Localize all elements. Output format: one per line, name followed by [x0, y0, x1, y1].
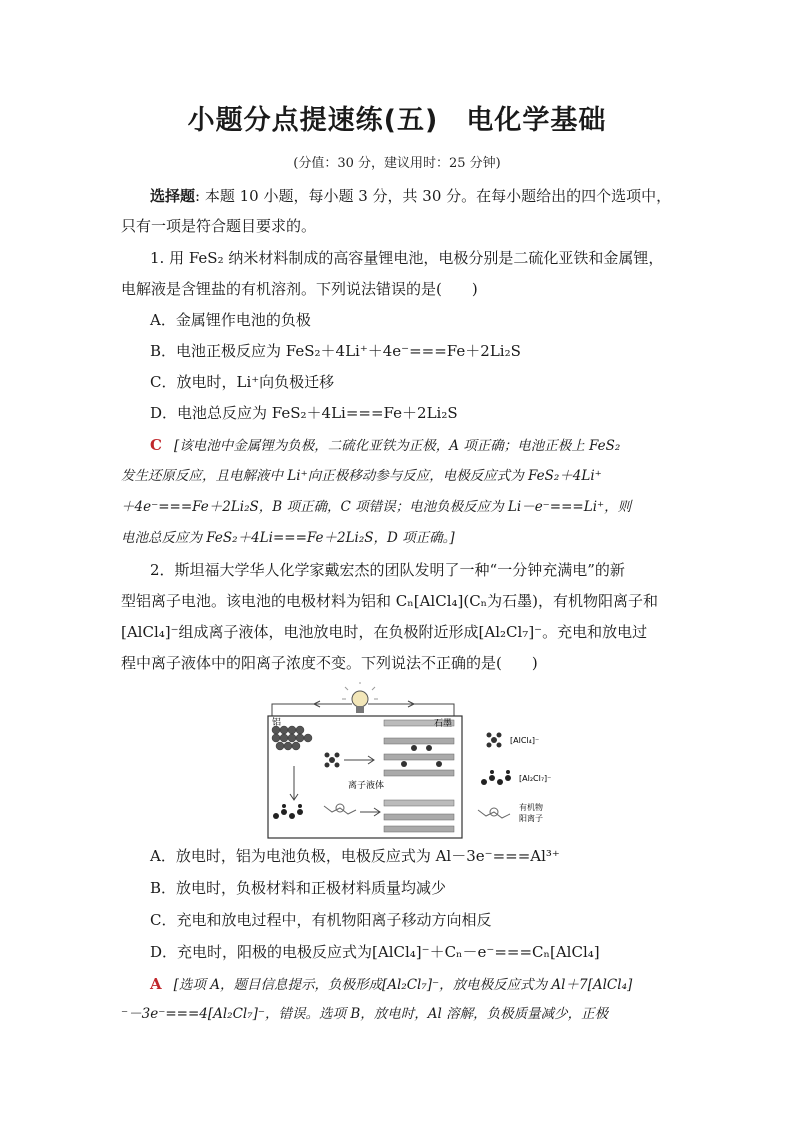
intro-text-1: : 本题 10 小题，每小题 3 分，共 30 分。在每小题给出的四个选项中，	[195, 187, 672, 205]
legend-alcl4: [AlCl₄]⁻	[510, 736, 540, 745]
intro-label: 选择题	[150, 187, 196, 205]
wire-left	[272, 704, 352, 716]
battery-diagram	[264, 682, 564, 840]
q1-answer-line-1	[150, 435, 710, 456]
q2-answer-line-2: ⁻－3e⁻===4[Al₂Cl₇]⁻，错误。选项 B，放电时，Al 溶解，负极质量减少，正极	[121, 1006, 609, 1022]
q1-answer-line-2: 发生还原反应，且电解液中 Li⁺向正极移动参与反应，电极反应式为 FeS₂＋4Li⁺	[121, 468, 602, 484]
q1-option-c: C．放电时，Li⁺向负极迁移	[150, 373, 335, 391]
lightbulb-icon	[342, 682, 378, 713]
label-aluminum: 铝	[272, 718, 282, 728]
label-ionic-liquid: 离子液体	[348, 781, 385, 791]
q1-option-d: D．电池总反应为 FeS₂＋4Li===Fe＋2Li₂S	[150, 404, 458, 422]
q1-answer-line-3: ＋4e⁻===Fe＋2Li₂S，B 项正确，C 项错误；电池负极反应为 Li－e⁻===Li⁺，则	[121, 499, 632, 515]
intro-line-2: 只有一项是符合题目要求的。	[121, 217, 317, 235]
legend-cation-1: 有机物	[519, 803, 543, 812]
q2-stem-line-2: 型铝离子电池。该电池的电极材料为铝和 Cₙ[AlCl₄](Cₙ为石墨)，有机物阳离子和	[121, 592, 659, 610]
q2-option-c: C．充电和放电过程中，有机物阳离子移动方向相反	[150, 911, 492, 929]
q1-stem-line-1: 1. 用 FeS₂ 纳米材料制成的高容量锂电池，电极分别是二硫化亚铁和金属锂，	[150, 249, 664, 267]
q2-answer-text-1: [选项 A，题目信息提示，负极形成[Al₂Cl₇]⁻，放电极反应式为 Al＋7[AlCl₄]	[173, 977, 633, 993]
q1-stem-line-2: 电解液是含锂盐的有机溶剂。下列说法错误的是( )	[121, 280, 478, 298]
q1-answer-letter: C	[150, 436, 162, 454]
page-subtitle: (分值：30 分，建议用时：25 分钟)	[293, 156, 501, 171]
q1-answer-line-4: 电池总反应为 FeS₂＋4Li===Fe＋2Li₂S，D 项正确。]	[121, 530, 455, 546]
q1-option-b: B．电池正极反应为 FeS₂＋4Li⁺＋4e⁻===Fe＋2Li₂S	[150, 342, 521, 360]
q2-stem-line-3: [AlCl₄]⁻组成离子液体，电池放电时，在负极附近形成[Al₂Cl₇]⁻。充电和放电过	[121, 623, 648, 641]
page-title: 小题分点提速练(五) 电化学基础	[187, 105, 607, 136]
q2-option-a: A．放电时，铝为电池负极，电极反应式为 Al－3e⁻===Al³⁺	[150, 847, 560, 865]
q2-option-b: B．放电时，负极材料和正极材料质量均减少	[150, 879, 447, 897]
q1-answer-text-1: [该电池中金属锂为负极，二硫化亚铁为正极，A 项正确；电池正极上 FeS₂	[173, 438, 621, 454]
intro-line-1	[150, 186, 710, 206]
q1-option-a: A．金属锂作电池的负极	[150, 311, 311, 329]
legend-cation-2: 阳离子	[519, 814, 543, 823]
label-graphite: 石墨	[434, 719, 453, 729]
q2-answer-line-1	[150, 974, 710, 995]
legend	[478, 733, 551, 824]
q2-stem-line-1: 2．斯坦福大学华人化学家戴宏杰的团队发明了一种“一分钟充满电”的新	[150, 561, 625, 579]
q2-option-d: D．充电时，阳极的电极反应式为[AlCl₄]⁻＋Cₙ－e⁻===Cₙ[AlCl₄]	[150, 943, 600, 961]
legend-al2cl7: [Al₂Cl₇]⁻	[519, 774, 552, 783]
q2-answer-letter: A	[150, 975, 162, 993]
q2-stem-line-4: 程中离子液体中的阳离子浓度不变。下列说法不正确的是( )	[121, 654, 538, 672]
